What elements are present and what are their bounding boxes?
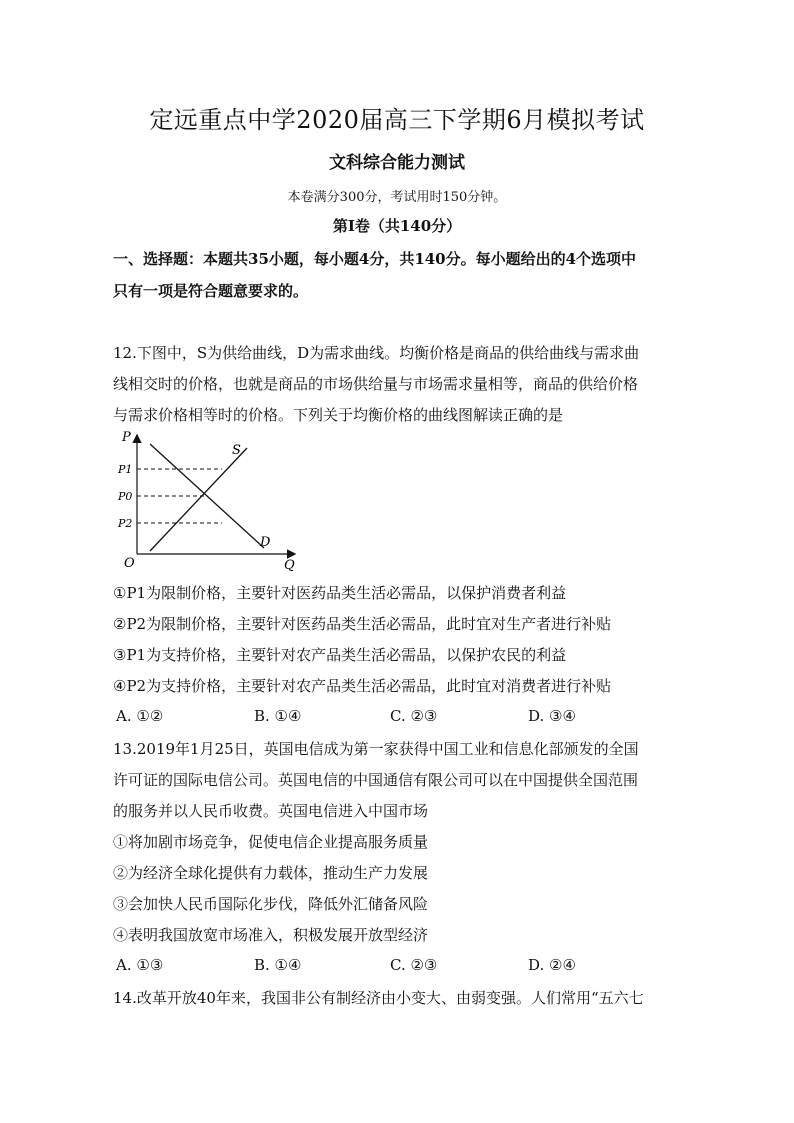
section-instruction-line1: 一、选择题：本题共35小题，每小题4分，共140分。每小题给出的4个选项中 — [113, 250, 637, 268]
q12-stem-line3: 与需求价格相等时的价格。下列关于均衡价格的曲线图解读正确的是 — [113, 406, 564, 424]
q12-choice-a[interactable]: A. ①② — [116, 707, 164, 725]
q12-option-3: ③P1为支持价格，主要针对农产品类生活必需品，以保护农民的利益 — [113, 646, 567, 664]
p0-label: P0 — [118, 490, 133, 503]
q13-option-3: ③会加快人民币国际化步伐，降低外汇储备风险 — [113, 895, 429, 913]
q13-choice-b[interactable]: B. ①④ — [254, 956, 302, 974]
page-title: 定远重点中学2020届高三下学期6月模拟考试 — [149, 106, 645, 134]
q12-stem-line1: 12.下图中，S为供给曲线，D为需求曲线。均衡价格是商品的供给曲线与需求曲 — [113, 344, 640, 362]
supply-label: S — [232, 443, 241, 458]
p1-label: P1 — [118, 463, 133, 476]
exam-note: 本卷满分300分，考试用时150分钟。 — [287, 190, 507, 205]
axis-q-label: Q — [284, 558, 295, 573]
q12-option-1: ①P1为限制价格，主要针对医药品类生活必需品，以保护消费者利益 — [113, 584, 567, 602]
demand-label: D — [260, 535, 271, 550]
q12-choice-d[interactable]: D. ③④ — [528, 707, 576, 725]
q13-choice-a[interactable]: A. ①③ — [116, 956, 164, 974]
q13-choice-c[interactable]: C. ②③ — [390, 956, 438, 974]
supply-curve — [150, 448, 247, 551]
exam-subtitle: 文科综合能力测试 — [329, 153, 465, 173]
volume-heading: 第I卷（共140分） — [332, 217, 462, 235]
q13-choice-d[interactable]: D. ②④ — [528, 956, 576, 974]
q13-option-4: ④表明我国放宽市场准入，积极发展开放型经济 — [113, 926, 429, 944]
q12-option-4: ④P2为支持价格，主要针对农产品类生活必需品，此时宜对消费者进行补贴 — [113, 677, 612, 695]
origin-label: O — [124, 556, 135, 571]
p2-label: P2 — [118, 517, 133, 530]
q14-stem-line1: 14.改革开放40年来，我国非公有制经济由小变大、由弱变强。人们常用“五六七 — [113, 989, 644, 1007]
q12-choice-b[interactable]: B. ①④ — [254, 707, 302, 725]
q13-option-2: ②为经济全球化提供有力载体，推动生产力发展 — [113, 864, 429, 882]
q13-stem-line3: 的服务并以人民币收费。英国电信进入中国市场 — [113, 802, 429, 820]
q13-option-1: ①将加剧市场竞争，促使电信企业提高服务质量 — [113, 833, 429, 851]
q12-choice-c[interactable]: C. ②③ — [390, 707, 438, 725]
q12-stem-line2: 线相交时的价格，也就是商品的市场供给量与市场需求量相等，商品的供给价格 — [113, 375, 639, 393]
supply-demand-graph — [112, 426, 312, 576]
axis-p-label: P — [122, 430, 131, 445]
q12-option-2: ②P2为限制价格，主要针对医药品类生活必需品，此时宜对生产者进行补贴 — [113, 615, 612, 633]
q13-stem-line1: 13.2019年1月25日，英国电信成为第一家获得中国工业和信息化部颁发的全国 — [113, 740, 639, 758]
section-instruction-line2: 只有一项是符合题意要求的。 — [113, 282, 309, 300]
q13-stem-line2: 许可证的国际电信公司。英国电信的中国通信有限公司可以在中国提供全国范围 — [113, 771, 639, 789]
